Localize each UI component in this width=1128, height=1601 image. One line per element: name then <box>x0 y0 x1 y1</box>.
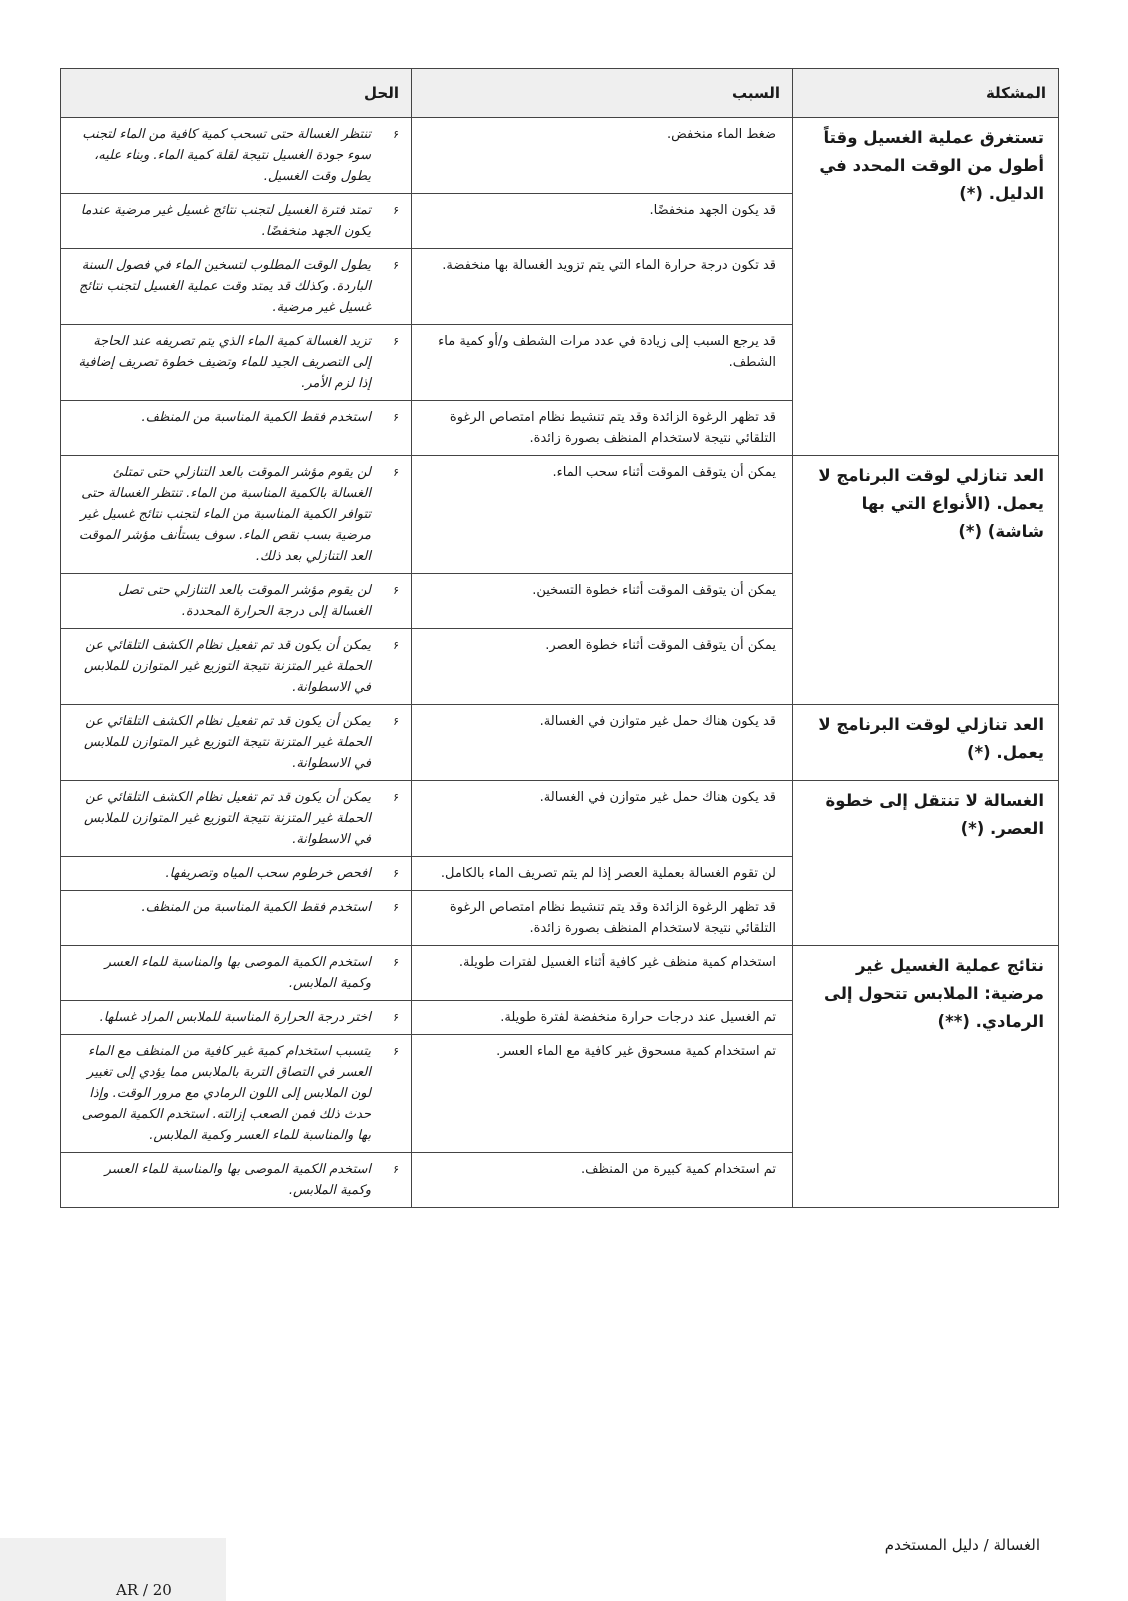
solution-text: تزيد الغسالة كمية الماء الذي يتم تصريفه عند الحاجة إلى التصريف الجيد للماء وتضيف خطوة تصريف إضافية إذا لزم الأمر. <box>78 334 371 391</box>
solution-cell <box>61 118 412 194</box>
cause-cell: قد يرجع السبب إلى زيادة في عدد مرات الشطف و/أو كمية ماء الشطف. <box>412 325 793 401</box>
solution-cell <box>61 1001 412 1035</box>
solution-cell <box>61 946 412 1001</box>
header-solution: الحل <box>61 69 412 118</box>
cause-cell: ضغط الماء منخفض. <box>412 118 793 194</box>
problem-cell: تستغرق عملية الغسيل وقتاً أطول من الوقت المحدد في الدليل. (*) <box>793 118 1059 456</box>
table-row <box>61 781 1059 857</box>
solution-cell <box>61 249 412 325</box>
cause-cell: يمكن أن يتوقف الموقت أثناء خطوة التسخين. <box>412 574 793 629</box>
bullet-icon: ۶ <box>393 259 399 272</box>
solution-cell <box>61 456 412 574</box>
cause-cell: قد تكون درجة حرارة الماء التي يتم تزويد الغسالة بها منخفضة. <box>412 249 793 325</box>
problem-cell: العد تنازلي لوقت البرنامج لا يعمل. (الأنواع التي بها شاشة) (*) <box>793 456 1059 705</box>
solution-text: يمكن أن يكون قد تم تفعيل نظام الكشف التلقائي عن الحملة غير المتزنة نتيجة التوزيع غير المتوازن للملابس في الاسطوانة. <box>84 790 371 847</box>
cause-cell: قد يكون هناك حمل غير متوازن في الغسالة. <box>412 781 793 857</box>
bullet-icon: ۶ <box>393 867 399 880</box>
solution-text: اختر درجة الحرارة المناسبة للملابس المراد غسلها. <box>99 1010 371 1025</box>
solution-text: تمتد فترة الغسيل لتجنب نتائج غسيل غير مرضية عندما يكون الجهد منخفضًا. <box>80 203 371 239</box>
cause-cell: يمكن أن يتوقف الموقت أثناء سحب الماء. <box>412 456 793 574</box>
solution-cell <box>61 401 412 456</box>
footer-title: الغسالة / دليل المستخدم <box>884 1536 1040 1554</box>
bullet-icon: ۶ <box>393 715 399 728</box>
cause-cell: قد تظهر الرغوة الزائدة وقد يتم تنشيط نظام امتصاص الرغوة التلقائي نتيجة لاستخدام المنظف بصورة زائدة. <box>412 401 793 456</box>
solution-cell <box>61 857 412 891</box>
solution-cell <box>61 325 412 401</box>
solution-cell <box>61 705 412 781</box>
table-row <box>61 705 1059 781</box>
solution-cell <box>61 891 412 946</box>
bullet-icon: ۶ <box>393 204 399 217</box>
cause-cell: تم استخدام كمية مسحوق غير كافية مع الماء العسر. <box>412 1035 793 1153</box>
page-number-box <box>0 1538 226 1601</box>
page-number: AR / 20 <box>116 1581 172 1599</box>
solution-text: استخدم الكمية الموصى بها والمناسبة للماء العسر وكمية الملابس. <box>104 955 371 991</box>
header-problem: المشكلة <box>793 69 1059 118</box>
cause-cell: تم الغسيل عند درجات حرارة منخفضة لفترة طويلة. <box>412 1001 793 1035</box>
troubleshooting-table <box>60 68 1059 1208</box>
bullet-icon: ۶ <box>393 791 399 804</box>
cause-cell: استخدام كمية منظف غير كافية أثناء الغسيل لفترات طويلة. <box>412 946 793 1001</box>
table-row <box>61 118 1059 194</box>
bullet-icon: ۶ <box>393 639 399 652</box>
solution-text: لن يقوم مؤشر الموقت بالعد التنازلي حتى تمتلئ الغسالة بالكمية المناسبة من الماء. تنتظر الغسالة حتى تتوافر الكمية المناسبة من الماء لتجنب نتائج غسيل غير مرضية بسب نقص الماء. سوف يستأنف مؤشر الموقت العد التنازلي بعد ذلك. <box>78 465 371 564</box>
solution-text: لن يقوم مؤشر الموقت بالعد التنازلي حتى تصل الغسالة إلى درجة الحرارة المحددة. <box>118 583 371 619</box>
bullet-icon: ۶ <box>393 128 399 141</box>
solution-text: استخدم الكمية الموصى بها والمناسبة للماء العسر وكمية الملابس. <box>104 1162 371 1198</box>
bullet-icon: ۶ <box>393 901 399 914</box>
cause-cell: قد يكون الجهد منخفضًا. <box>412 194 793 249</box>
solution-text: يمكن أن يكون قد تم تفعيل نظام الكشف التلقائي عن الحملة غير المتزنة نتيجة التوزيع غير المتوازن للملابس في الاسطوانة. <box>84 714 371 771</box>
cause-cell: يمكن أن يتوقف الموقت أثناء خطوة العصر. <box>412 629 793 705</box>
bullet-icon: ۶ <box>393 1011 399 1024</box>
solution-text: افحص خرطوم سحب المياه وتصريفها. <box>165 866 371 881</box>
cause-cell: تم استخدام كمية كبيرة من المنظف. <box>412 1153 793 1208</box>
solution-text: يتسبب استخدام كمية غير كافية من المنظف مع الماء العسر في التصاق التربة بالملابس مما يؤدي إلى تغيير لون الملابس إلى اللون الرمادي مع مرور الوقت. وإذا حدث ذلك فمن الصعب إزالته. استخدم الكمية الموصى بها والمناسبة للماء العسر وكمية الملابس. <box>81 1044 371 1143</box>
cause-cell: قد تظهر الرغوة الزائدة وقد يتم تنشيط نظام امتصاص الرغوة التلقائي نتيجة لاستخدام المنظف بصورة زائدة. <box>412 891 793 946</box>
table-row <box>61 456 1059 574</box>
solution-text: تنتظر الغسالة حتى تسحب كمية كافية من الماء لتجنب سوء جودة الغسيل نتيجة لقلة كمية الماء. وبناء عليه، يطول وقت الغسيل. <box>82 127 371 184</box>
bullet-icon: ۶ <box>393 584 399 597</box>
bullet-icon: ۶ <box>393 411 399 424</box>
bullet-icon: ۶ <box>393 1163 399 1176</box>
solution-cell <box>61 1035 412 1153</box>
bullet-icon: ۶ <box>393 1045 399 1058</box>
bullet-icon: ۶ <box>393 956 399 969</box>
bullet-icon: ۶ <box>393 466 399 479</box>
solution-cell <box>61 629 412 705</box>
cause-cell: لن تقوم الغسالة بعملية العصر إذا لم يتم تصريف الماء بالكامل. <box>412 857 793 891</box>
solution-cell <box>61 194 412 249</box>
bullet-icon: ۶ <box>393 335 399 348</box>
solution-text: استخدم فقط الكمية المناسبة من المنظف. <box>141 410 371 425</box>
table-header-row <box>61 69 1059 118</box>
problem-cell: العد تنازلي لوقت البرنامج لا يعمل. (*) <box>793 705 1059 781</box>
solution-text: يمكن أن يكون قد تم تفعيل نظام الكشف التلقائي عن الحملة غير المتزنة نتيجة التوزيع غير المتوازن للملابس في الاسطوانة. <box>84 638 371 695</box>
solution-cell <box>61 574 412 629</box>
cause-cell: قد يكون هناك حمل غير متوازن في الغسالة. <box>412 705 793 781</box>
header-cause: السبب <box>412 69 793 118</box>
problem-cell: الغسالة لا تنتقل إلى خطوة العصر. (*) <box>793 781 1059 946</box>
solution-cell <box>61 781 412 857</box>
table-row <box>61 946 1059 1001</box>
solution-text: يطول الوقت المطلوب لتسخين الماء في فصول السنة الباردة. وكذلك قد يمتد وقت عملية الغسيل لتجنب نتائج غسيل غير مرضية. <box>78 258 371 315</box>
solution-text: استخدم فقط الكمية المناسبة من المنظف. <box>141 900 371 915</box>
solution-cell <box>61 1153 412 1208</box>
problem-cell: نتائج عملية الغسيل غير مرضية: الملابس تتحول إلى الرمادي. (**) <box>793 946 1059 1208</box>
table-body <box>61 118 1059 1208</box>
